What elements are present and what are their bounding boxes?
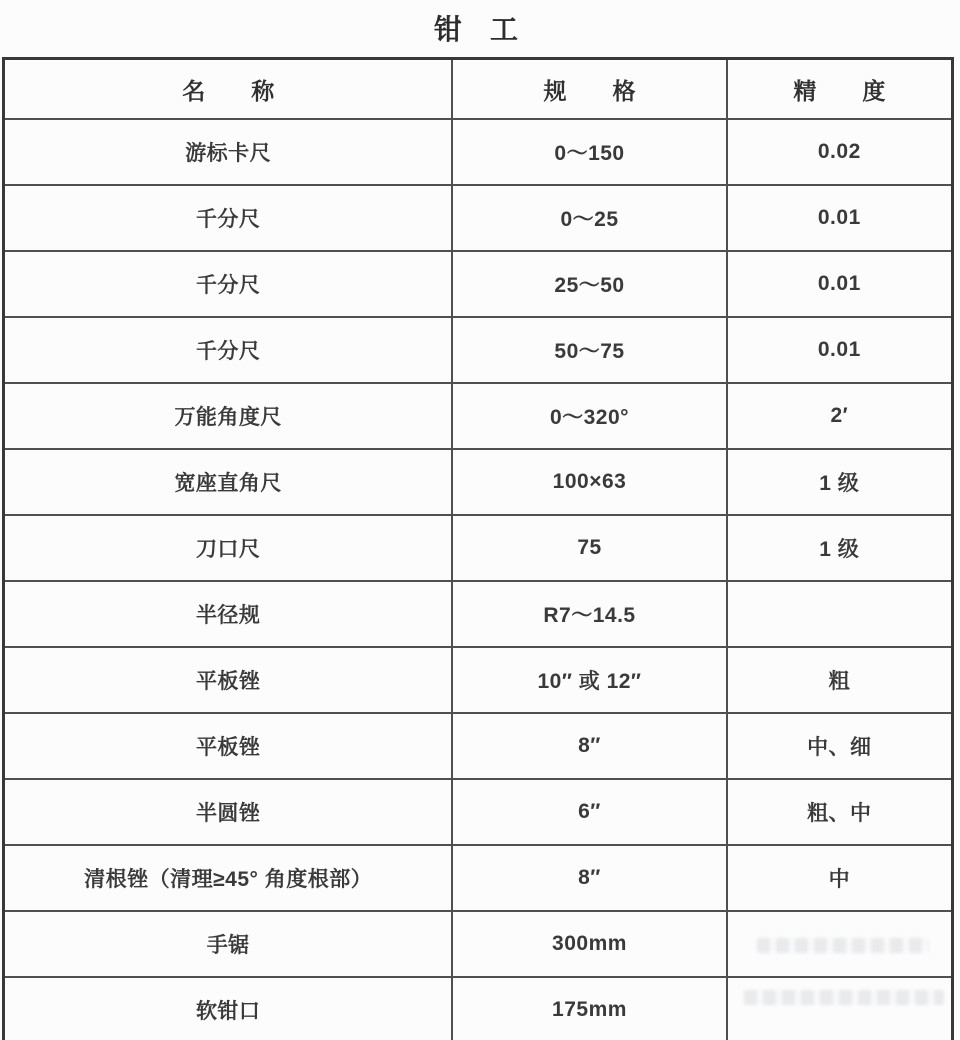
cell-name: 千分尺 [4, 317, 453, 383]
cell-spec: 10″ 或 12″ [452, 647, 726, 713]
cell-precision: 中 [727, 845, 953, 911]
equipment-table [2, 57, 954, 1028]
table-row [4, 185, 953, 251]
cell-name: 软钳口 [4, 977, 453, 1040]
cell-spec: 75 [452, 515, 726, 581]
cell-precision: 0.01 [727, 185, 953, 251]
cell-spec: 300mm [452, 911, 726, 977]
cell-spec: 6″ [452, 779, 726, 845]
cell-precision: 1 级 [727, 515, 953, 581]
cell-spec: 8″ [452, 845, 726, 911]
cell-precision: 0.02 [727, 119, 953, 185]
cell-precision: 0.01 [727, 317, 953, 383]
cell-name: 半径规 [4, 581, 453, 647]
cell-spec: 0～150 [452, 119, 726, 185]
table-row [4, 845, 953, 911]
cell-spec: R7～14.5 [452, 581, 726, 647]
table-row [4, 977, 953, 1040]
cell-precision: 1 级 [727, 449, 953, 515]
table-body [4, 119, 953, 1040]
table-row [4, 647, 953, 713]
cell-spec: 0～25 [452, 185, 726, 251]
header-row [4, 59, 953, 120]
table-row [4, 515, 953, 581]
cell-precision [727, 977, 953, 1040]
cell-spec: 175mm [452, 977, 726, 1040]
cell-precision [727, 581, 953, 647]
column-header-precision: 精 度 [727, 59, 953, 120]
column-header-spec: 规 格 [452, 59, 726, 120]
cell-precision [727, 911, 953, 977]
cell-precision: 0.01 [727, 251, 953, 317]
table-row [4, 449, 953, 515]
cell-name: 游标卡尺 [4, 119, 453, 185]
cell-name: 清根锉（清理≥45° 角度根部） [4, 845, 453, 911]
column-header-name: 名 称 [4, 59, 453, 120]
cell-name: 万能角度尺 [4, 383, 453, 449]
table-row [4, 713, 953, 779]
cell-name: 半圆锉 [4, 779, 453, 845]
cell-name: 宽座直角尺 [4, 449, 453, 515]
cell-precision: 粗、中 [727, 779, 953, 845]
page-title: 钳 工 [433, 14, 518, 45]
cell-spec: 8″ [452, 713, 726, 779]
cell-spec: 50～75 [452, 317, 726, 383]
cell-name: 刀口尺 [4, 515, 453, 581]
cell-precision: 粗 [727, 647, 953, 713]
cell-name: 千分尺 [4, 185, 453, 251]
table-row [4, 251, 953, 317]
cell-name: 千分尺 [4, 251, 453, 317]
cell-name: 手锯 [4, 911, 453, 977]
table-row [4, 779, 953, 845]
table-row [4, 911, 953, 977]
cell-name: 平板锉 [4, 647, 453, 713]
table-row [4, 119, 953, 185]
cell-spec: 25～50 [452, 251, 726, 317]
cell-spec: 0～320° [452, 383, 726, 449]
table-row [4, 383, 953, 449]
table-row [4, 581, 953, 647]
cell-spec: 100×63 [452, 449, 726, 515]
cell-precision: 中、细 [727, 713, 953, 779]
cell-precision: 2′ [727, 383, 953, 449]
table-row [4, 317, 953, 383]
cell-name: 平板锉 [4, 713, 453, 779]
